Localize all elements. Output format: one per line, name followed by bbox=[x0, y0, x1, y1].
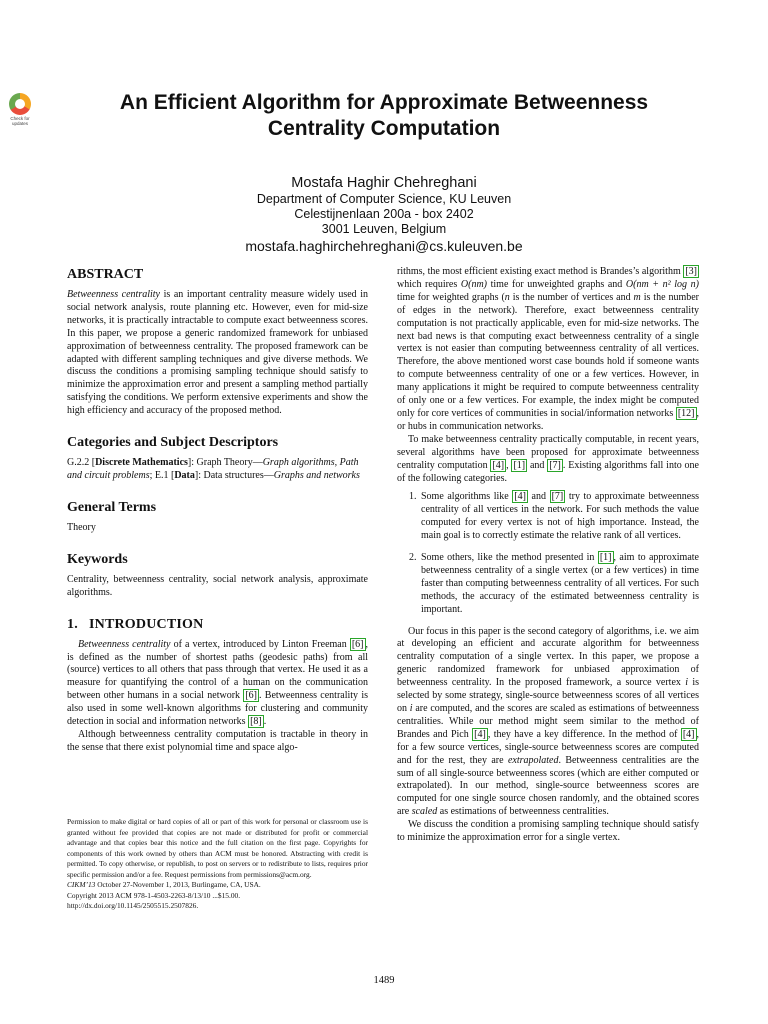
doi-link[interactable]: http://dx.doi.org/10.1145/2505515.2507826. bbox=[67, 901, 199, 910]
citation-link[interactable]: [7] bbox=[551, 491, 564, 503]
title-line-1: An Efficient Algorithm for Approximate Betweenness bbox=[119, 91, 649, 114]
general-terms-heading: General Terms bbox=[67, 499, 157, 515]
keywords-body: Centrality, betweenness centrality, social network analysis, approximate algorithms. bbox=[67, 573, 368, 598]
intro-paragraph-1: Betweenness centrality of a vertex, introduced by Linton Freeman [6] , is defined as the number of shortest paths (geodesic paths) from all (source) vertices to all others that pass through that vertex. He used it as a measure for quantifying the control of a human on the communication between other humans in a social network [6] . Betweenness centrality is also used in some well-known algorithms for clustering and community detection in social and information networks [8] . bbox=[67, 638, 369, 728]
citation-link[interactable]: [1] bbox=[513, 459, 526, 471]
general-terms-body: Theory bbox=[67, 521, 96, 533]
author-department: Department of Computer Science, KU Leuven bbox=[256, 192, 512, 206]
author-block bbox=[60, 174, 708, 255]
keywords-heading: Keywords bbox=[67, 551, 128, 567]
citation-link[interactable]: [6] bbox=[351, 638, 364, 650]
author-city: 3001 Leuven, Belgium bbox=[321, 222, 447, 236]
paper-title bbox=[60, 90, 708, 142]
author-street: Celestijnenlaan 200a - box 2402 bbox=[294, 207, 474, 221]
right-column bbox=[397, 266, 699, 845]
conference-line: CIKM’13 October 27-November 1, 2013, Burlingame, CA, USA. bbox=[67, 880, 261, 889]
citation-link[interactable]: [8] bbox=[250, 716, 262, 728]
citation-link[interactable]: [6] bbox=[245, 690, 257, 702]
citation-link[interactable]: [4] bbox=[474, 728, 486, 740]
abstract-heading: ABSTRACT bbox=[67, 267, 144, 282]
citation-link[interactable]: [4] bbox=[492, 459, 505, 471]
math-expression: O(nm) bbox=[460, 278, 487, 290]
permission-text: Permission to make digital or hard copies of all or part of this work for personal or classroom use is granted without fee provided that copies are not made or distributed for profit or commercial advantage and that copies bear this notice and the full citation on the first page. Copyrights for components of this work owned by others than ACM must be honored. Abstracting with credit is permitted. To copy otherwise, or republish, to post on servers or to redistribute to lists, requires prior specific permission and/or a fee. Request permissions from permissions@acm.org. bbox=[67, 817, 368, 879]
crossmark-icon bbox=[9, 93, 31, 115]
citation-link[interactable]: [3] bbox=[685, 266, 697, 277]
categories-body: G.2.2 [Discrete Mathematics]: Graph Theory—Graph algorithms, Path and circuit problems; E.1 [Data]: Data structures—Graphs and networks bbox=[67, 457, 360, 481]
list-item: 1. Some algorithms like [4] and [7] try to approximate betweenness centrality of all vertices in the network. For such methods the value computed for every vertex is not of high importance. Instead, the main goal is to correctly estimate the relative rank of all vertices. bbox=[419, 491, 699, 543]
page-number: 1489 bbox=[373, 975, 395, 986]
left-column bbox=[67, 266, 368, 755]
citation-link[interactable]: [1] bbox=[599, 552, 612, 564]
right-paragraph-2: To make betweenness centrality practically computable, in recent years, several algorithms have been proposed for approximate betweenness centrality computation [4] , [1] and [7] . Existing algorithms fall into one of the following categories. bbox=[397, 433, 699, 484]
citation-link[interactable]: [7] bbox=[549, 459, 561, 471]
citation-link[interactable]: [12] bbox=[677, 407, 695, 419]
right-paragraph-1: rithms, the most efficient existing exact method is Brandes’s algorithm [3] which requires O(nm) time for unweighted graphs and O(nm + n² log n) time for weighted graphs (n is the number of vertices and m is the number of edges in the network). Therefore, exact betweenness centrality computation is not practically applicable, even for mid-size networks. The next bad news is that computing exact betweenness centrality of a single vertex is not easier than computing betweenness centrality of all vertices. Therefore, the above mentioned worst case bounds hold if someone wants to compute betweenness centrality of one or a few vertices. However, in many applications it might be required to compute betweenness centrality of only one or a few vertices. For example, the index might be computed only for core vertices of communities in social/information networks [12] , or hubs in communication networks. bbox=[397, 266, 699, 432]
list-item: 2. Some others, like the method presented in [1] , aim to approximate betweenness centrality of a single vertex (or a few vertices) in time faster than computing betweenness centrality of all vertices. For such methods, the accuracy of the estimated betweenness centrality is important. bbox=[419, 552, 699, 617]
citation-link[interactable]: [4] bbox=[514, 491, 526, 503]
right-paragraph-3: Our focus in this paper is the second category of algorithms, i.e. we aim at developing an efficient and accurate algorithm for betweenness centrality computation of a single vertex. In this paper, we propose a generic randomized framework for unbiased approximation of betweenness centrality. In the proposed framework, a source vertex i is selected by some strategy, single-source betweenness scores of all vertices on i are computed, and the scores are scaled as estimations of betweenness centralities. While our method might seem similar to the method of Brandes and Pich [4] , they have a key difference. In the method of [4] , for a few source vertices, single-source betweenness scores are computed and for the rest, they are extrapolated. Betweenness centralities are the sum of all single-source betweenness scores (which are either computed or extrapolated). In our method, single-source betweenness scores are computed for one single source chosen randomly, and the obtained scores are scaled as estimations of betweenness centralities. bbox=[397, 625, 699, 818]
math-expression: O(nm + n² log n) bbox=[625, 278, 699, 290]
badge-caption: Check for updates bbox=[10, 116, 30, 126]
introduction-heading: 1. INTRODUCTION bbox=[67, 616, 204, 632]
author-email: mostafa.haghirchehreghani@cs.kuleuven.be bbox=[245, 238, 523, 254]
categories-heading: Categories and Subject Descriptors bbox=[67, 435, 279, 451]
title-line-2: Centrality Computation bbox=[267, 117, 501, 140]
abstract-body: Betweenness centrality is an important centrality measure widely used in social network analysis, route planning etc. However, even for mid-size networks, it is practically intractable to compute exact betweenness scores. In this paper, we propose a generic randomized framework for unbiased approximation of betweenness centrality. The proposed framework can be adapted with different sampling techniques and give diverse methods. We discuss the conditions a promising sampling technique should satisfy to minimize the approximation error and present a sampling method partially satisfying the conditions. We perform extensive experiments and show the high efficiency and accuracy of the proposed method. bbox=[67, 289, 369, 417]
permission-notice bbox=[67, 817, 368, 912]
category-list bbox=[397, 491, 699, 616]
copyright-line: Copyright 2013 ACM 978-1-4503-2263-8/13/10 ...$15.00. bbox=[67, 890, 241, 900]
citation-link[interactable]: [4] bbox=[682, 728, 695, 740]
intro-paragraph-2: Although betweenness centrality computation is tractable in theory in the sense that there exist polynomial time and space algo- bbox=[67, 728, 368, 753]
author-name: Mostafa Haghir Chehreghani bbox=[291, 175, 477, 191]
right-paragraph-4: We discuss the condition a promising sampling technique should satisfy to minimize the approximation error for a single vertex. bbox=[397, 819, 699, 844]
check-for-updates-badge[interactable] bbox=[6, 93, 34, 127]
